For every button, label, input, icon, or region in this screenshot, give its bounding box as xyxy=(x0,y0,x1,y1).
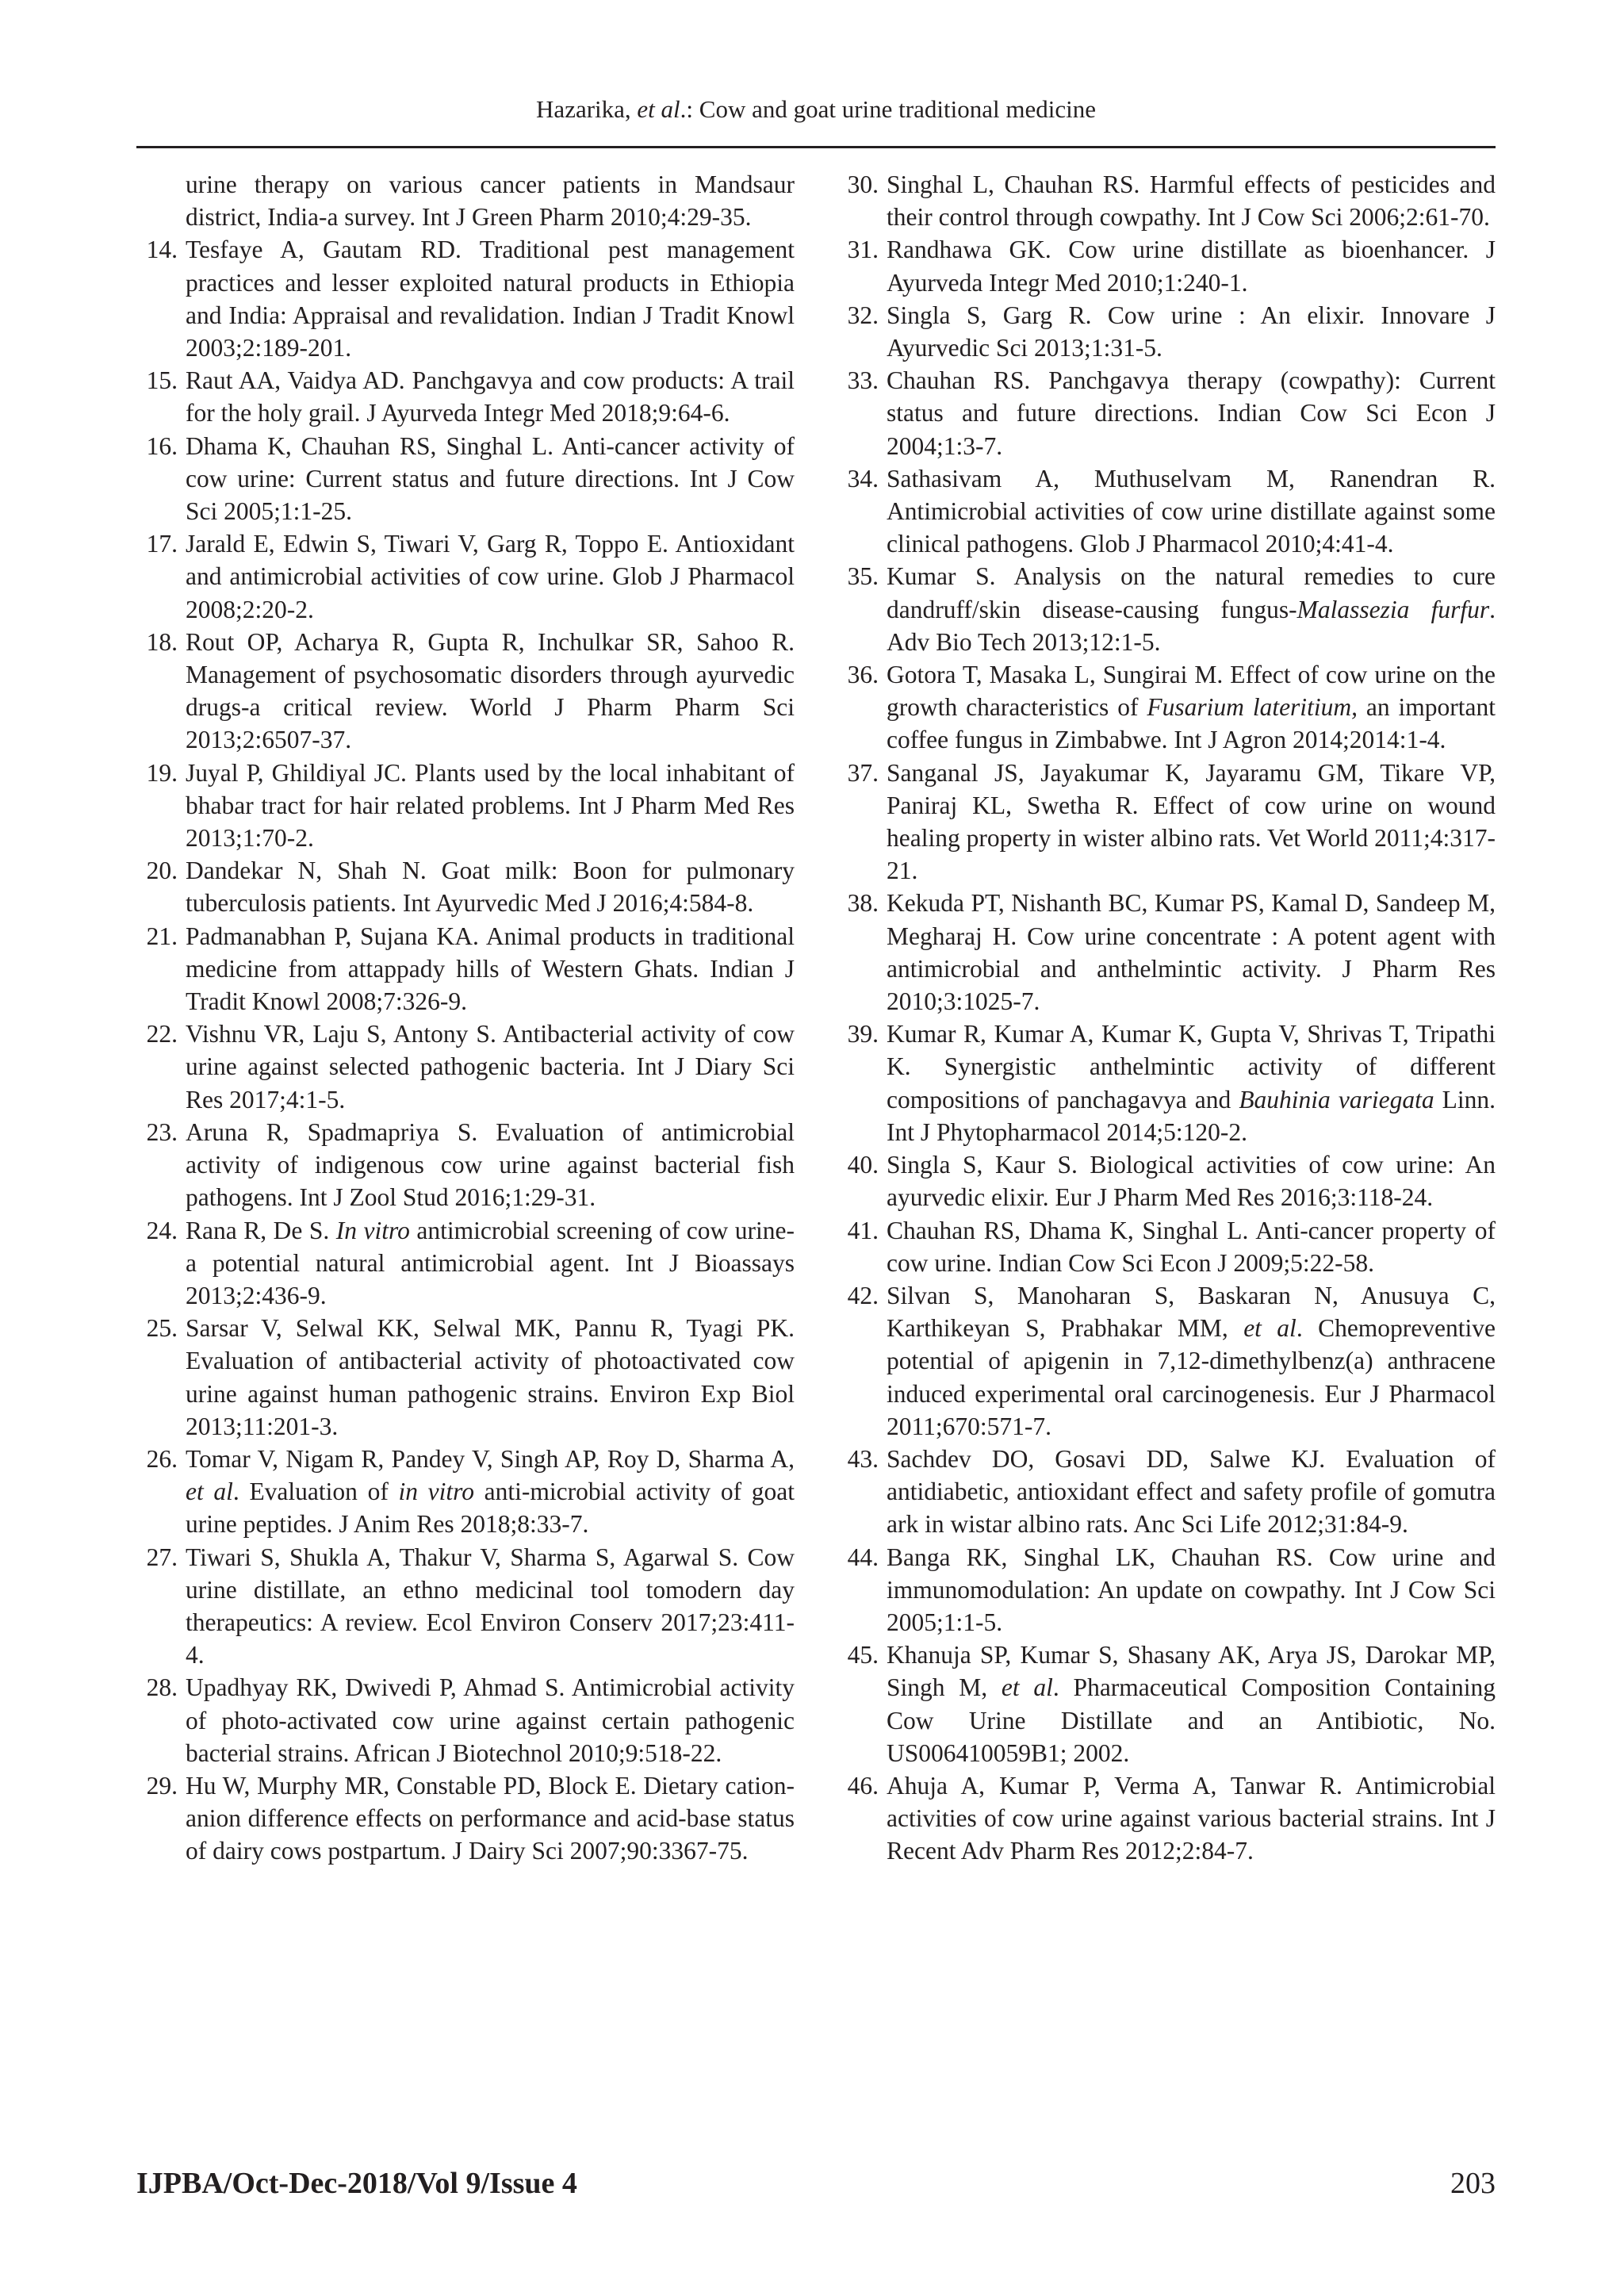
reference-text xyxy=(186,759,795,852)
reference-text-segment: an important coffee fungus in Zimbabwe. Int J Agron 2014;2014:1-4. xyxy=(887,693,1496,754)
reference-text-segment: Banga RK, Singhal LK, Chauhan RS. Cow urine and immunomodulation: An update on cowpathy. Int J Cow Sci 2005;1:1-5. xyxy=(887,1543,1496,1636)
reference-item xyxy=(136,1443,795,1541)
reference-item xyxy=(136,1116,795,1214)
reference-text-segment: Tomar V, Nigam R, Pandey V, Singh AP, Roy D, Sharma A, xyxy=(186,1444,795,1473)
reference-number: 43. xyxy=(847,1444,879,1473)
reference-item xyxy=(136,233,795,364)
reference-text xyxy=(887,236,1496,296)
reference-text-segment: Sachdev DO, Gosavi DD, Salwe KJ. Evaluation of antidiabetic, antioxidant effect and safety profile of gomutra ark in wistar albino rats. Anc Sci Life 2012;31:84-9. xyxy=(887,1444,1496,1539)
reference-number: 32. xyxy=(847,301,879,329)
reference-number: 40. xyxy=(847,1151,879,1179)
reference-text-segment: Padmanabhan P, Sujana KA. Animal products in traditional medicine from attappady hills of Western Ghats. Indian J Tradit Knowl 2008;7:326-9. xyxy=(186,922,795,1016)
reference-text-segment: Sanganal JS, Jayakumar K, Jayaramu GM, Tikare VP, Paniraj KL, Swetha R. Effect of cow urine on wound healing property in wister albino rats. Vet World 2011;4:317-21. xyxy=(887,758,1496,885)
header-authors: Hazarika, xyxy=(536,95,638,123)
reference-text-segment: Linn. Int J Phytopharmacol 2014;5:120-2. xyxy=(887,1085,1496,1146)
reference-text xyxy=(887,465,1496,558)
reference-item xyxy=(837,1541,1496,1639)
reference-number: 30. xyxy=(847,171,879,198)
footer-page-number: 203 xyxy=(1450,2167,1496,2200)
reference-text xyxy=(887,1020,1496,1146)
reference-item xyxy=(837,757,1496,887)
reference-text-segment: Upadhyay RK, Dwivedi P, Ahmad S. Antimicrobial activity of photo-activated cow urine against certain pathogenic bacterial strains. African J Biotechnol 2010;9:518-22. xyxy=(186,1673,795,1767)
reference-item xyxy=(136,430,795,528)
reference-text xyxy=(887,301,1496,362)
reference-number: 19. xyxy=(146,758,178,787)
reference-text-segment: Sarsar V, Selwal KK, Selwal MK, Pannu R, Tyagi PK. Evaluation of antibacterial activity of photoactivated cow urine against human pathogenic strains. Environ Exp Biol 2013;11:201-3. xyxy=(186,1314,795,1440)
reference-text-segment: Jarald E, Edwin S, Tiwari V, Garg R, Toppo E. Antioxidant and antimicrobial activities of cow urine. Glob J Pharmacol 2008;2:20-2. xyxy=(186,530,795,623)
reference-text xyxy=(887,1543,1496,1636)
reference-number: 33. xyxy=(847,366,879,395)
reference-text-segment: Gotora T, Masaka L, Sungirai M. Effect of cow urine on the growth characteristics of xyxy=(887,661,1496,722)
reference-text-segment: Kumar S. Analysis on the natural remedies to cure dandruff/skin disease-causing fungus- xyxy=(887,562,1496,623)
header-rule xyxy=(136,146,1496,148)
reference-number: 22. xyxy=(146,1020,178,1048)
reference-number: 20. xyxy=(146,857,178,885)
reference-text-segment: Ahuja A, Kumar P, Verma A, Tanwar R. Antimicrobial activities of cow urine against various bacterial strains. Int J Recent Adv Pharm Res 2012;2:84-7. xyxy=(887,1771,1496,1865)
reference-number: 17. xyxy=(146,530,178,558)
reference-text xyxy=(887,1282,1496,1440)
reference-item xyxy=(136,1769,795,1868)
reference-number: 18. xyxy=(146,627,178,656)
reference-item xyxy=(136,757,795,855)
reference-text xyxy=(186,366,795,427)
reference-text xyxy=(186,1020,795,1113)
reference-text-segment: antimicrobial screening of cow urine-a potential natural antimicrobial agent. Int J Bioassays 2013;2:436-9. xyxy=(186,1216,795,1309)
reference-text xyxy=(186,432,795,525)
reference-text-segment: Rana R, De S. xyxy=(186,1216,336,1244)
reference-number: 29. xyxy=(146,1771,178,1800)
reference-text-segment: Kumar R, Kumar A, Kumar K, Gupta V, Shrivas T, Tripathi K. Synergistic anthelmintic activity of different compositions of panchagavya and xyxy=(887,1020,1496,1114)
reference-text xyxy=(186,628,795,754)
reference-text xyxy=(186,1445,795,1538)
reference-text xyxy=(186,1673,795,1766)
reference-item xyxy=(136,1312,795,1443)
reference-number: 42. xyxy=(847,1281,879,1309)
reference-item xyxy=(136,1214,795,1313)
reference-italic-text: Fusarium lateritium, xyxy=(1147,693,1358,722)
reference-italic-text: Bauhinia variegata xyxy=(1239,1085,1434,1114)
reference-item xyxy=(837,1639,1496,1769)
reference-text xyxy=(887,661,1496,753)
reference-number: 35. xyxy=(847,562,879,591)
reference-number: 31. xyxy=(847,236,879,264)
reference-item xyxy=(837,658,1496,757)
reference-text-segment: Aruna R, Spadmapriya S. Evaluation of antimicrobial activity of indigenous cow urine against bacterial fish pathogens. Int J Zool Stud 2016;1:29-31. xyxy=(186,1117,795,1212)
references-left-column xyxy=(136,168,795,1868)
reference-number: 46. xyxy=(847,1771,879,1800)
reference-text-segment: Raut AA, Vaidya AD. Panchgavya and cow products: A trail for the holy grail. J Ayurveda Integr Med 2018;9:64-6. xyxy=(186,366,795,427)
reference-text-segment: . Chemopreventive potential of apigenin in 7,12-dimethylbenz(a) anthracene induced experimental oral carcinogenesis. Eur J Pharmacol 2011;670:571-7. xyxy=(887,1314,1496,1440)
reference-text xyxy=(887,889,1496,1015)
reference-text xyxy=(887,171,1496,231)
reference-text-segment: Hu W, Murphy MR, Constable PD, Block E. Dietary cation-anion difference effects on performance and acid-base status of dairy cows postpartum. J Dairy Sci 2007;90:3367-75. xyxy=(186,1771,795,1865)
header-etal: et al xyxy=(637,95,680,123)
reference-text-segment: Sathasivam A, Muthuselvam M, Ranendran R. Antimicrobial activities of cow urine distillate against some clinical pathogens. Glob J Pharmacol 2010;4:41-4. xyxy=(887,464,1496,558)
reference-text xyxy=(887,562,1496,655)
reference-text-segment: Singla S, Garg R. Cow urine : An elixir. Innovare J Ayurvedic Sci 2013;1:31-5. xyxy=(887,301,1496,362)
reference-item xyxy=(837,1279,1496,1443)
header-title: .: Cow and goat urine traditional medicine xyxy=(680,95,1096,123)
reference-number: 36. xyxy=(847,661,879,689)
reference-text xyxy=(887,1445,1496,1538)
reference-italic-text: in vitro xyxy=(398,1478,474,1506)
reference-text xyxy=(887,1772,1496,1865)
reference-item xyxy=(837,887,1496,1018)
reference-number: 34. xyxy=(847,464,879,493)
reference-text-segment: . Evaluation of xyxy=(232,1478,399,1506)
reference-text xyxy=(186,530,795,623)
reference-number: 45. xyxy=(847,1641,879,1669)
reference-text-segment: Khanuja SP, Kumar S, Shasany AK, Arya JS, Darokar MP, Singh M, xyxy=(887,1641,1496,1702)
reference-text-segment: Singhal L, Chauhan RS. Harmful effects of pesticides and their control through cowpathy. Int J Cow Sci 2006;2:61-70. xyxy=(887,171,1496,232)
reference-number: 39. xyxy=(847,1020,879,1048)
reference-number: 23. xyxy=(146,1117,178,1146)
reference-number: 28. xyxy=(146,1673,178,1702)
reference-item xyxy=(136,527,795,626)
reference-item xyxy=(837,1214,1496,1279)
reference-text-segment: Dhama K, Chauhan RS, Singhal L. Anti-cancer activity of cow urine: Current status and future directions. Int J Cow Sci 2005;1:1-25. xyxy=(186,431,795,526)
reference-text xyxy=(186,1217,795,1309)
reference-item xyxy=(136,626,795,757)
reference-text-segment: Rout OP, Acharya R, Gupta R, Inchulkar SR, Sahoo R. Management of psychosomatic disorders through ayurvedic drugs-a critical review. World J Pharm Pharm Sci 2013;2:6507-37. xyxy=(186,627,795,754)
reference-item xyxy=(136,1671,795,1769)
reference-number: 25. xyxy=(146,1314,178,1343)
reference-item xyxy=(837,168,1496,233)
reference-text-segment: Chauhan RS, Dhama K, Singhal L. Anti-cancer property of cow urine. Indian Cow Sci Econ J 2009;5:22-58. xyxy=(887,1216,1496,1277)
reference-italic-text: et al xyxy=(1243,1314,1297,1343)
reference-text-segment: Dandekar N, Shah N. Goat milk: Boon for pulmonary tuberculosis patients. Int Ayurvedic Med J 2016;4:584-8. xyxy=(186,857,795,918)
reference-number: 27. xyxy=(146,1543,178,1571)
reference-item xyxy=(837,462,1496,561)
footer-journal-info: IJPBA/Oct-Dec-2018/Vol 9/Issue 4 xyxy=(136,2167,577,2200)
reference-item xyxy=(837,1148,1496,1213)
reference-text xyxy=(887,1151,1496,1211)
reference-item xyxy=(837,364,1496,462)
reference-item xyxy=(136,1541,795,1672)
reference-text xyxy=(887,759,1496,885)
reference-text-segment: Tiwari S, Shukla A, Thakur V, Sharma S, Agarwal S. Cow urine distillate, an ethno medicinal tool tomodern day therapeutics: A review. Ecol Environ Conserv 2017;23:411-4. xyxy=(186,1543,795,1669)
reference-text xyxy=(186,236,795,362)
reference-text-segment: anti-microbial activity of goat urine peptides. J Anim Res 2018;8:33-7. xyxy=(186,1478,795,1539)
reference-text-segment: Silvan S, Manoharan S, Baskaran N, Anusuya C, Karthikeyan S, Prabhakar MM, xyxy=(887,1281,1496,1343)
reference-number: 16. xyxy=(146,431,178,460)
reference-text xyxy=(887,1217,1496,1277)
reference-number: 21. xyxy=(146,922,178,950)
reference-text-segment: Tesfaye A, Gautam RD. Traditional pest management practices and lesser exploited natural products in Ethiopia and India: Appraisal and revalidation. Indian J Tradit Knowl 2003;2:189-201. xyxy=(186,236,795,362)
reference-text-segment: . Adv Bio Tech 2013;12:1-5. xyxy=(887,595,1496,656)
reference-text xyxy=(186,1118,795,1211)
reference-text-segment: Juyal P, Ghildiyal JC. Plants used by the local inhabitant of bhabar tract for hair related problems. Int J Pharm Med Res 2013;1:70-2. xyxy=(186,758,795,853)
reference-item xyxy=(837,1443,1496,1541)
reference-text-segment: Randhawa GK. Cow urine distillate as bioenhancer. J Ayurveda Integr Med 2010;1:240-1. xyxy=(887,236,1496,297)
reference-text xyxy=(887,1641,1496,1767)
reference-number: 24. xyxy=(146,1216,178,1244)
reference-item xyxy=(837,1018,1496,1148)
reference-number: 38. xyxy=(847,889,879,918)
reference-text-segment: . Pharmaceutical Composition Containing Cow Urine Distillate and an Antibiotic, No. US006410059B1; 2002. xyxy=(887,1673,1496,1767)
reference-number: 26. xyxy=(146,1444,178,1473)
reference-text xyxy=(186,171,795,231)
reference-item xyxy=(837,560,1496,658)
reference-text-segment: urine therapy on various cancer patients in Mandsaur district, India-a survey. Int J Green Pharm 2010;4:29-35. xyxy=(186,171,795,232)
reference-text-segment: Vishnu VR, Laju S, Antony S. Antibacterial activity of cow urine against selected pathogenic bacteria. Int J Diary Sci Res 2017;4:1-5. xyxy=(186,1020,795,1114)
reference-item xyxy=(837,233,1496,298)
reference-item xyxy=(136,168,795,233)
reference-item xyxy=(136,920,795,1018)
reference-text-segment: Singla S, Kaur S. Biological activities of cow urine: An ayurvedic elixir. Eur J Pharm Med Res 2016;3:118-24. xyxy=(887,1151,1496,1212)
reference-text xyxy=(186,1314,795,1440)
reference-italic-text: et al xyxy=(186,1478,233,1506)
reference-number: 14. xyxy=(146,236,178,264)
reference-italic-text: In vitro xyxy=(335,1216,410,1244)
reference-item xyxy=(837,1769,1496,1868)
reference-number: 15. xyxy=(146,366,178,395)
reference-number: 37. xyxy=(847,758,879,787)
reference-item xyxy=(136,364,795,429)
reference-text xyxy=(186,922,795,1015)
reference-number: 41. xyxy=(847,1216,879,1244)
reference-item xyxy=(136,854,795,919)
references-right-column xyxy=(837,168,1496,1868)
reference-text xyxy=(186,1543,795,1669)
reference-item xyxy=(136,1018,795,1116)
reference-item xyxy=(837,299,1496,364)
reference-italic-text: Malassezia furfur xyxy=(1297,595,1490,623)
reference-text xyxy=(186,857,795,917)
reference-number: 44. xyxy=(847,1543,879,1571)
reference-italic-text: et al xyxy=(1001,1673,1053,1702)
running-header xyxy=(136,94,1496,125)
reference-text xyxy=(186,1772,795,1865)
reference-text-segment: Chauhan RS. Panchgavya therapy (cowpathy): Current status and future directions. Indian Cow Sci Econ J 2004;1:3-7. xyxy=(887,366,1496,460)
reference-text-segment: Kekuda PT, Nishanth BC, Kumar PS, Kamal D, Sandeep M, Megharaj H. Cow urine concentrate : A potent agent with antimicrobial and anthelmintic activity. J Pharm Res 2010;3:1025-7. xyxy=(887,889,1496,1016)
reference-text xyxy=(887,366,1496,459)
